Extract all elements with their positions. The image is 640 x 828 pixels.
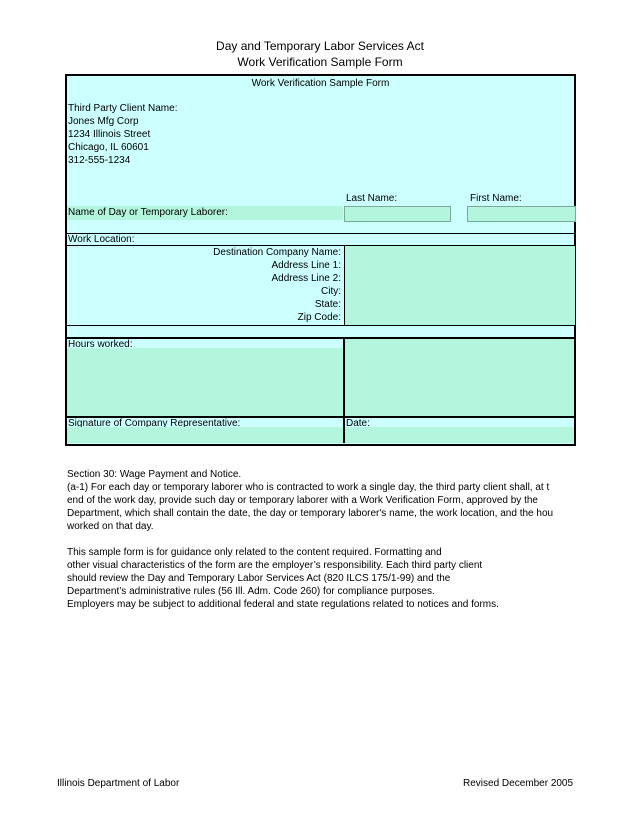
section-paragraph-line: worked on that day. <box>67 521 154 532</box>
footer-right: Revised December 2005 <box>463 778 574 789</box>
section-paragraph-line: (a-1) For each day or temporary laborer who is contracted to work a single day, the third party client shall, at t <box>67 482 550 493</box>
date-label: Date: <box>346 418 370 427</box>
client-city-state-zip: Chicago, IL 60601 <box>68 142 149 153</box>
section-paragraph-line: end of the work day, provide such day or temporary laborer with a Work Verification Form, approved by the <box>67 495 538 506</box>
hours-worked-label: Hours worked: <box>68 339 133 348</box>
notice-line: should review the Day and Temporary Labor Services Act (820 ILCS 175/1-99) and the <box>67 573 451 584</box>
notice-line: Department’s administrative rules (56 Ill. Adm. Code 260) for compliance purposes. <box>67 586 435 597</box>
first-name-header: First Name: <box>470 193 522 204</box>
document-title: Day and Temporary Labor Services Act <box>216 39 424 53</box>
notice-line: other visual characteristics of the form are the employer’s responsibility. Each third party client <box>67 560 483 571</box>
first-name-field[interactable] <box>467 206 576 222</box>
notice-line: Employers may be subject to additional federal and state regulations related to notices and forms. <box>67 599 499 610</box>
hours-worked-field[interactable] <box>67 348 343 416</box>
address-line-1-label: Address Line 1: <box>271 260 341 271</box>
address-line-2-label: Address Line 2: <box>271 273 341 284</box>
footer-left: Illinois Department of Labor <box>57 778 180 789</box>
last-name-field[interactable] <box>344 206 451 222</box>
work-location-field[interactable] <box>344 246 575 325</box>
client-phone: 312-555-1234 <box>68 155 131 166</box>
hours-notes-field[interactable] <box>345 339 574 416</box>
notice-line: This sample form is for guidance only related to the content required. Formatting and <box>67 547 442 558</box>
signature-label: Signature of Company Representative: <box>68 418 241 427</box>
work-verification-form <box>65 74 576 446</box>
date-field[interactable] <box>345 427 574 443</box>
client-name: Jones Mfg Corp <box>68 116 139 127</box>
state-label: State: <box>314 299 341 310</box>
client-street: 1234 Illinois Street <box>68 129 151 140</box>
last-name-header: Last Name: <box>346 193 398 204</box>
form-caption: Work Verification Sample Form <box>251 78 390 89</box>
section-heading: Section 30: Wage Payment and Notice. <box>67 469 242 480</box>
destination-company-label: Destination Company Name: <box>213 247 341 258</box>
work-location-label: Work Location: <box>68 234 135 245</box>
laborer-name-label: Name of Day or Temporary Laborer: <box>68 207 228 218</box>
divider <box>67 233 574 234</box>
document-subtitle: Work Verification Sample Form <box>237 55 403 69</box>
city-label: City: <box>321 286 341 297</box>
divider <box>67 325 574 326</box>
signature-field[interactable] <box>67 427 343 443</box>
client-label: Third Party Client Name: <box>68 103 178 114</box>
section-paragraph-line: Department, which shall contain the date, the day or temporary laborer's name, the work location, and the hou <box>67 508 554 519</box>
zip-code-label: Zip Code: <box>297 312 341 323</box>
